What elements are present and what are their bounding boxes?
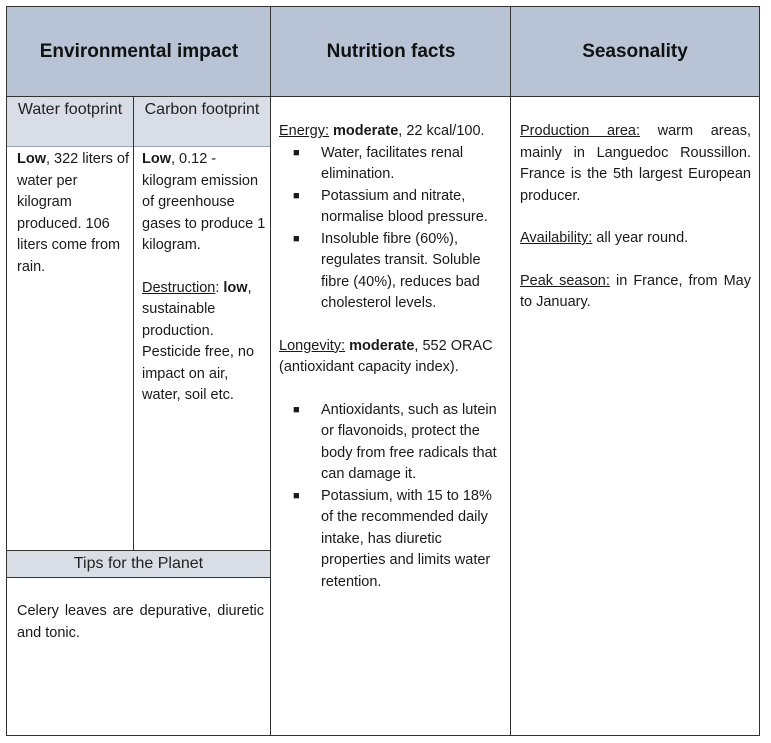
bullet-text: Insoluble fibre (60%), regulates transit. Soluble fibre (40%), reduces bad cholesterol levels. bbox=[321, 230, 481, 311]
nutrition-content bbox=[279, 121, 505, 593]
production-area bbox=[520, 121, 751, 207]
energy-detail: , 22 kcal/100. bbox=[398, 123, 485, 139]
header-environmental-label: Environmental impact bbox=[39, 40, 239, 62]
destruction-detail: , sustainable production. Pesticide free, no impact on air, water, soil etc. bbox=[142, 279, 255, 403]
list-item bbox=[273, 486, 505, 594]
tips-text: Celery leaves are depurative, diuretic and tonic. bbox=[17, 603, 264, 641]
list-item bbox=[273, 186, 505, 229]
bullet-icon: ■ bbox=[293, 146, 300, 159]
energy-line bbox=[279, 121, 505, 143]
bullet-text: Antioxidants, such as lutein or flavonoids, protect the body from free radicals that can damage it. bbox=[321, 401, 497, 482]
list-item bbox=[273, 229, 505, 315]
destruction-level: low bbox=[223, 279, 248, 296]
production-label: Production area: bbox=[520, 123, 640, 139]
availability-label: Availability: bbox=[520, 230, 593, 246]
availability-detail: all year round. bbox=[592, 230, 689, 246]
availability bbox=[520, 228, 751, 250]
peak-label: Peak season: bbox=[520, 272, 610, 289]
destruction-colon: : bbox=[215, 279, 220, 296]
water-level: Low bbox=[17, 151, 46, 167]
bullet-icon: ■ bbox=[293, 232, 300, 245]
energy-label: Energy: bbox=[279, 123, 329, 139]
production-detail: warm areas, mainly in Languedoc Roussillon. France is the 5th largest European producer. bbox=[520, 123, 751, 204]
tips-label: Tips for the Planet bbox=[73, 555, 204, 572]
list-item bbox=[273, 143, 505, 186]
info-table bbox=[6, 6, 760, 736]
water-detail: , 322 liters of water per kilogram produced. 106 liters come from rain. bbox=[17, 151, 130, 275]
longevity-label: Longevity: bbox=[279, 337, 346, 354]
bullet-icon: ■ bbox=[293, 489, 300, 502]
energy-level: moderate bbox=[333, 123, 399, 139]
header-seasonality-label: Seasonality bbox=[582, 40, 688, 62]
subcolumn-divider bbox=[133, 97, 134, 550]
list-item bbox=[273, 400, 505, 486]
peak-detail: in France, from May to January. bbox=[520, 272, 751, 310]
column-divider bbox=[510, 7, 511, 735]
bullet-icon: ■ bbox=[293, 189, 300, 202]
header-seasonality bbox=[511, 7, 759, 97]
carbon-footprint-header bbox=[134, 97, 270, 147]
bullet-text: Water, facilitates renal elimination. bbox=[321, 144, 464, 182]
longevity-detail: , 552 ORAC (antioxidant capacity index). bbox=[279, 337, 493, 375]
peak-season bbox=[520, 271, 751, 314]
header-nutrition-label: Nutrition facts bbox=[326, 40, 456, 62]
carbon-footprint-label: Carbon footprint bbox=[144, 101, 260, 118]
carbon-footprint-text bbox=[142, 149, 266, 407]
header-nutrition bbox=[271, 7, 511, 97]
water-footprint-text bbox=[17, 149, 129, 278]
carbon-level: Low bbox=[142, 151, 171, 167]
longevity-level: moderate bbox=[349, 337, 415, 354]
seasonality-content bbox=[520, 121, 751, 314]
tips-header bbox=[7, 551, 270, 578]
bullet-text: Potassium and nitrate, normalise blood pressure. bbox=[321, 187, 488, 225]
carbon-detail: , 0.12 - kilogram emission of greenhouse gases to produce 1 kilogram. bbox=[142, 151, 266, 253]
water-footprint-header bbox=[7, 97, 133, 147]
bullet-text: Potassium, with 15 to 18% of the recommended daily intake, has diuretic properties and limits water retention. bbox=[321, 487, 492, 590]
longevity-bullets bbox=[273, 400, 505, 594]
destruction-label: Destruction bbox=[142, 279, 216, 296]
bullet-icon: ■ bbox=[293, 403, 300, 416]
header-environmental bbox=[7, 7, 271, 97]
longevity-line bbox=[279, 336, 505, 379]
column-divider bbox=[270, 7, 271, 735]
energy-bullets bbox=[273, 143, 505, 315]
water-footprint-label: Water footprint bbox=[17, 101, 123, 118]
